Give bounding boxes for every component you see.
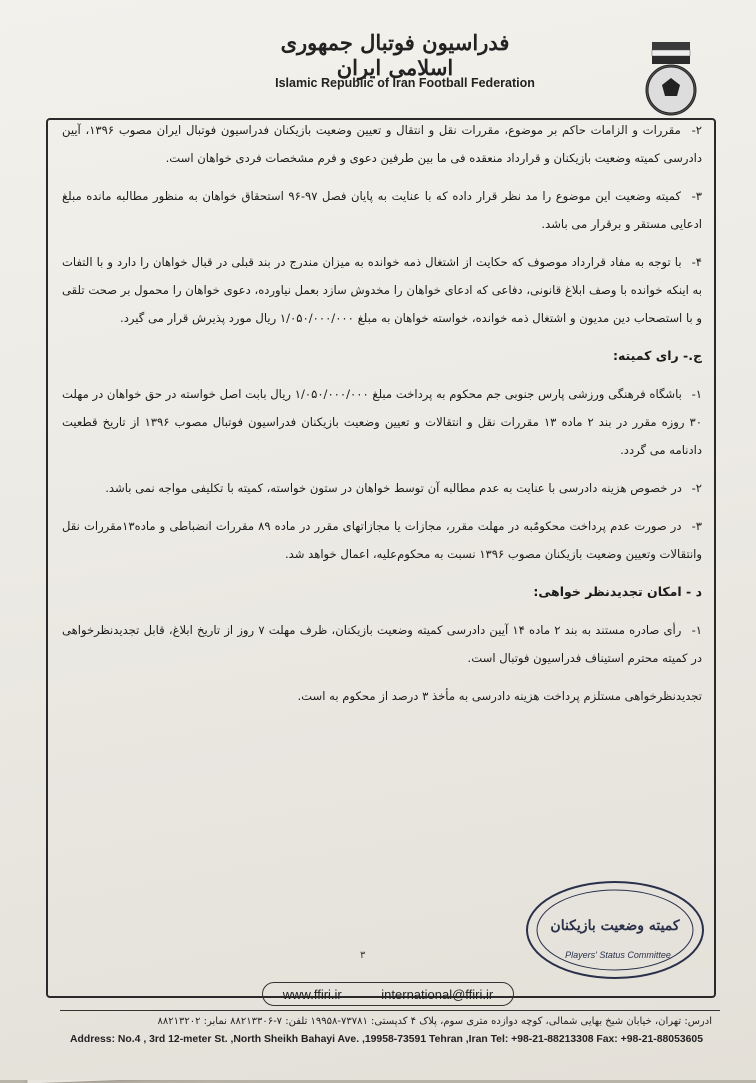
website-link[interactable]: www.ffiri.ir	[282, 986, 342, 1002]
item-text: رأی صادره مستند به بند ۲ ماده ۱۴ آیین دادرسی کمیته وضعیت بازیکنان، ظرف مهلت ۷ روز از تاریخ ابلاغ، قابل تجدیدنظرخواهی در کمیته محترم استیناف فدراسیون فوتبال است.	[62, 623, 702, 665]
section-c-heading: ج.- رای کمیته:	[612, 348, 702, 363]
stamp-label-fa: کمیته وضعیت بازیکنان	[550, 918, 680, 934]
paragraph-2	[62, 116, 702, 172]
section-c-item-3	[62, 512, 702, 568]
paragraph-number: ۳-	[691, 189, 702, 203]
section-d-item-1	[62, 616, 702, 672]
item-text: در خصوص هزینه دادرسی با عنایت به عدم مطالبه آن توسط خواهان در ستون خواسته، کمیته با تکلیفی مواجه نمی باشد.	[105, 481, 682, 495]
federation-logo-icon	[638, 40, 704, 120]
item-number: ۱-	[691, 623, 702, 637]
section-d-heading: د - امکان تجدیدنظر خواهی:	[533, 584, 702, 599]
letterhead-title-fa: فدراسیون فوتبال جمهوری اسلامی ایران	[280, 30, 510, 80]
item-text: در صورت عدم پرداخت محکومٌبه در مهلت مقرر، مجازات یا مجازاتهای مقرر در ماده ۸۹ مقررات انضباطی و ماده۱۳مقررات نقل وانتقالات وتعیین وضعیت بازیکنان مصوب ۱۳۹۶ نسبت به محکوم‌علیه، اعمال خواهد شد.	[62, 519, 702, 561]
letterhead-title-en: Islamic Republic of Iran Football Federation	[275, 76, 535, 90]
stamp-label-en: Players' Status Committee	[565, 950, 671, 960]
item-number: ۱-	[691, 387, 702, 401]
section-c-item-2	[62, 474, 702, 502]
document-body	[62, 116, 702, 720]
item-number: ۲-	[691, 481, 702, 495]
paragraph-4	[62, 248, 702, 332]
email-link[interactable]: international@ffiri.ir	[381, 986, 494, 1002]
letterhead	[0, 18, 756, 110]
paragraph-number: ۲-	[691, 123, 703, 137]
paragraph-text: مقررات و الزامات حاکم بر موضوع، مقررات نقل و انتقال و تعیین وضعیت بازیکنان فدراسیون فوتبال ایران مصوب ۱۳۹۶، آیین دادرسی کمیته وضعیت بازیکنان و قرارداد منعقده فی ما بین طرفین دعوی و فرم مشخصات فردی خواهان است.	[62, 123, 702, 165]
item-text: باشگاه فرهنگی ورزشی پارس جنوبی جم محکوم به پرداخت مبلغ ۱/۰۵۰/۰۰۰/۰۰۰ ریال بابت اصل خواسته در حق خواهان در مهلت ۳۰ روزه مقرر در بند ۲ ماده ۱۳ مقررات نقل و انتقالات و تعیین وضعیت بازیکنان فدراسیون فوتبال مصوب ۱۳۹۶ از تاریخ قطعیت دادنامه می گردد.	[62, 387, 702, 457]
committee-stamp	[505, 870, 710, 985]
paragraph-text: کمیته وضعیت این موضوع را مد نظر قرار داده که با عنایت به پایان فصل ۹۷-۹۶ استحقاق خواهان به منظور مطالبه مانده مبلغ ادعایی مستقر و برقرار می باشد.	[62, 189, 702, 231]
footer-address-fa: آدرس: تهران، خیابان شیخ بهایی شمالی، کوچه دوازده متری سوم، پلاک ۴ کدپستی: ۷۳۷۸۱-۱۹۹۵۸ تلفن: ۷-۸۸۲۱۳۳۰۶ نمابر: ۸۸۲۱۳۲۰۲	[157, 1016, 712, 1027]
item-number: ۳-	[691, 519, 703, 533]
section-d-closing: تجدیدنظرخواهی مستلزم پرداخت هزینه دادرسی به مأخذ ۳ درصد از محکوم به است.	[297, 689, 702, 703]
paragraph-text: با توجه به مفاد قرارداد موصوف که حکایت از اشتغال ذمه خوانده به میزان مندرج در بند قبلی در قبال خواهان را دارد و با التفات به اینکه خوانده با وصف ابلاغ قانونی، دفاعی که ادعای خواهان را مخدوش سازد بعمل نیاورده، دعوی خواهان را محمول بر صحت تلقی و با استصحاب دین مدیون و اشتغال ذمه خوانده، خواسته خواهان به مبلغ ۱/۰۵۰/۰۰۰/۰۰۰ ریال مورد پذیرش قرار می گیرد.	[62, 255, 702, 325]
footer-contact-box	[262, 982, 514, 1006]
paragraph-3	[62, 182, 702, 238]
paragraph-number: ۴-	[691, 255, 703, 269]
page-number: ۳	[360, 950, 366, 961]
footer-divider	[60, 1010, 720, 1011]
section-c-item-1	[62, 380, 702, 464]
footer-address-en: Address: No.4 , 3rd 12-meter St. ,North Sheikh Bahayi Ave. ,19958-73591 Tehran ,Iran Tel: +98-21-88213308 Fax: +98-21-88053605	[70, 1034, 703, 1045]
